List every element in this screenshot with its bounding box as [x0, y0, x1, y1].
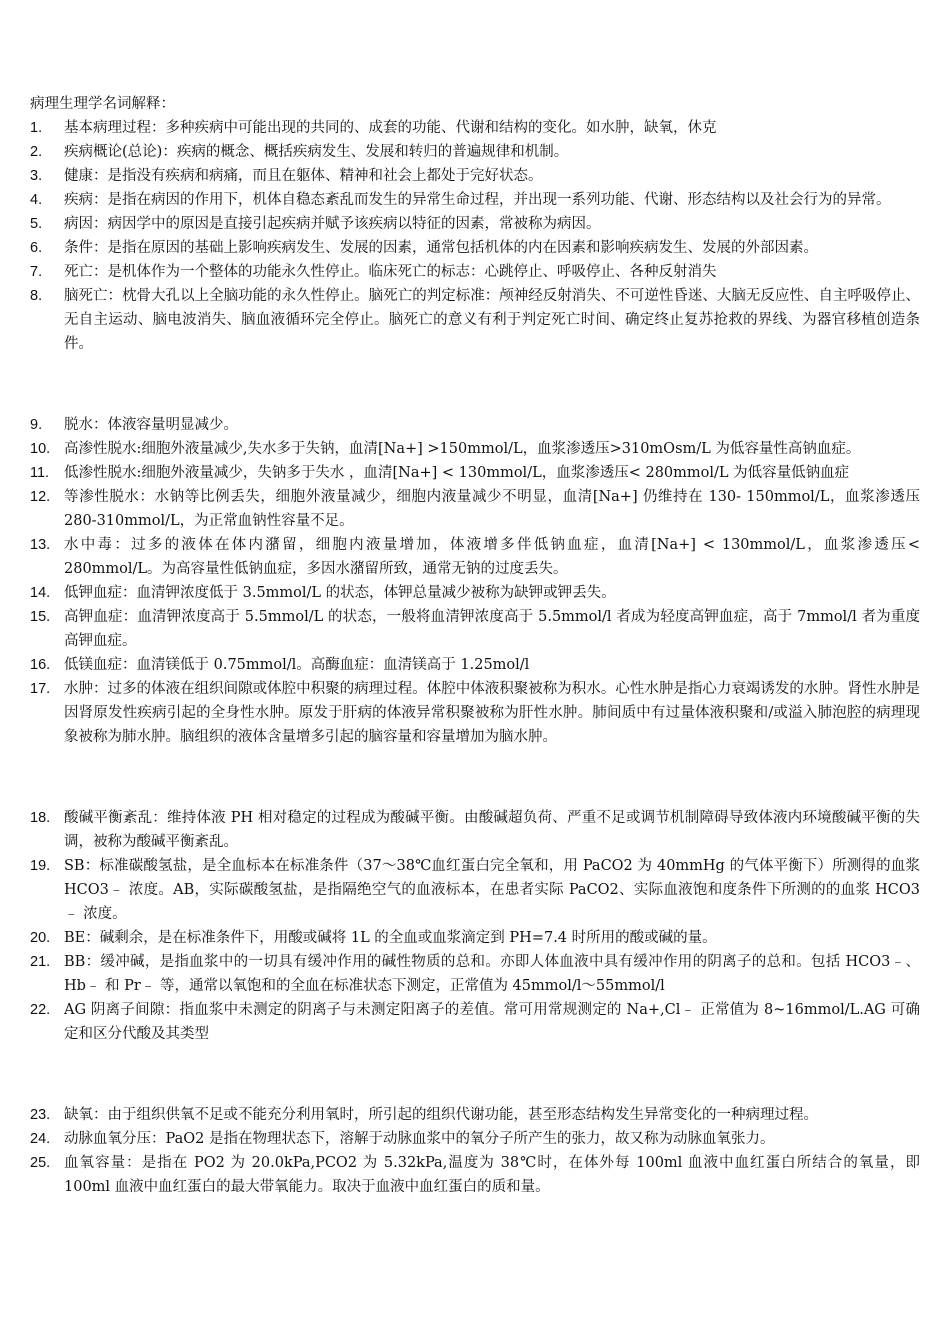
item-number: 8.: [30, 288, 43, 304]
item-text: SB：标准碳酸氢盐，是全血标本在标准条件（37～38℃血红蛋白完全氧和，用 PaCO2 为 40mmHg 的气体平衡下）所测得的血浆 HCO3﹣ 浓度。AB，实际碳酸氢盐，是指隔绝空气的血液标本，在患者实际 PaCO2、实际血液饱和度条件下所测的的血浆 HCO3﹣ 浓度。: [64, 858, 920, 922]
list-item: [30, 212, 920, 236]
list-item: [30, 677, 920, 749]
item-number: 2.: [30, 144, 43, 160]
item-text: 高钾血症：血清钾浓度高于 5.5mmol/L 的状态，一般将血清钾浓度高于 5.5mmol/l 者成为轻度高钾血症，高于 7mmol/l 者为重度高钾血症。: [64, 609, 920, 649]
list-item: [30, 188, 920, 212]
item-text: 动脉血氧分压：PaO2 是指在物理状态下，溶解于动脉血浆中的氧分子所产生的张力，故又称为动脉血氧张力。: [64, 1131, 775, 1147]
item-number: 3.: [30, 168, 43, 184]
section-gap: [30, 1046, 920, 1103]
item-number: 9.: [30, 417, 43, 433]
item-number: 6.: [30, 240, 43, 256]
item-text: BB：缓冲碱，是指血浆中的一切具有缓冲作用的碱性物质的总和。亦即人体血液中具有缓冲作用的阴离子的总和。包括 HCO3﹣、Hb﹣ 和 Pr﹣ 等，通常以氧饱和的全血在标准状态下测定，正常值为 45mmol/l～55mmol/l: [64, 954, 920, 994]
section-gap: [30, 749, 920, 806]
list-item: [30, 1151, 920, 1199]
document-title: 病理生理学名词解释：: [30, 96, 175, 112]
item-text: 缺氧：由于组织供氧不足或不能充分利用氧时，所引起的组织代谢功能，甚至形态结构发生异常变化的一种病理过程。: [64, 1107, 818, 1123]
item-text: 低镁血症：血清镁低于 0.75mmol/l。高酶血症：血清镁高于 1.25mol/l: [64, 657, 530, 673]
item-text: 疾病概论(总论)：疾病的概念、概括疾病发生、发展和转归的普遍规律和机制。: [64, 144, 569, 160]
item-number: 20.: [30, 930, 51, 946]
item-number: 7.: [30, 264, 43, 280]
list-item: [30, 260, 920, 284]
item-number: 16.: [30, 657, 51, 673]
item-number: 1.: [30, 120, 43, 136]
document-body: [30, 92, 920, 1199]
item-text: 死亡：是机体作为一个整体的功能永久性停止。临床死亡的标志：心跳停止、呼吸停止、各种反射消失: [64, 264, 717, 280]
item-number: 18.: [30, 810, 51, 826]
item-text: 健康：是指没有疾病和病痛，而且在躯体、精神和社会上都处于完好状态。: [64, 168, 543, 184]
item-number: 19.: [30, 858, 51, 874]
list-item: [30, 140, 920, 164]
item-number: 4.: [30, 192, 43, 208]
item-number: 10.: [30, 441, 51, 457]
item-text: AG 阴离子间隙：指血浆中未测定的阴离子与未测定阳离子的差值。常可用常规测定的 Na+,Cl﹣ 正常值为 8~16mmol/L.AG 可确定和区分代酸及其类型: [64, 1002, 920, 1042]
list-item: [30, 653, 920, 677]
list-item: [30, 164, 920, 188]
item-number: 14.: [30, 585, 51, 601]
item-text: BE：碱剩余，是在标准条件下，用酸或碱将 1L 的全血或血浆滴定到 PH=7.4 时所用的酸或碱的量。: [64, 930, 717, 946]
list-item: [30, 284, 920, 356]
item-text: 疾病：是指在病因的作用下，机体自稳态紊乱而发生的异常生命过程，并出现一系列功能、代谢、形态结构以及社会行为的异常。: [64, 192, 891, 208]
item-number: 25.: [30, 1155, 51, 1171]
list-item: [30, 854, 920, 926]
list-item: [30, 533, 920, 581]
item-text: 脑死亡：枕骨大孔以上全脑功能的永久性停止。脑死亡的判定标准：颅神经反射消失、不可逆性昏迷、大脑无反应性、自主呼吸停止、无自主运动、脑电波消失、脑血液循环完全停止。脑死亡的意义有利于判定死亡时间、确定终止复苏抢救的界线、为器官移植创造条件。: [64, 288, 920, 352]
list-item: [30, 806, 920, 854]
list-item: [30, 1103, 920, 1127]
list-item: [30, 236, 920, 260]
list-item: [30, 485, 920, 533]
item-number: 15.: [30, 609, 51, 625]
item-text: 脱水：体液容量明显减少。: [64, 417, 238, 433]
list-item: [30, 116, 920, 140]
item-text: 水中毒：过多的液体在体内潴留，细胞内液量增加，体液增多伴低钠血症，血清[Na+] < 130mmol/L，血浆渗透压< 280mmol/L。为高容量性低钠血症，多因水潴留所致，通常无钠的过度丢失。: [64, 537, 920, 577]
list-item: [30, 1127, 920, 1151]
item-number: 24.: [30, 1131, 51, 1147]
item-number: 12.: [30, 489, 51, 505]
list-item: [30, 461, 920, 485]
item-text: 血氧容量：是指在 PO2 为 20.0kPa,PCO2 为 5.32kPa,温度为 38℃时，在体外每 100ml 血液中血红蛋白所结合的氧量，即 100ml 血液中血红蛋白的最大带氧能力。取决于血液中血红蛋白的质和量。: [64, 1155, 920, 1195]
item-number: 13.: [30, 537, 51, 553]
list-item: [30, 926, 920, 950]
item-number: 5.: [30, 216, 43, 232]
list-item: [30, 605, 920, 653]
list-item: [30, 998, 920, 1046]
item-text: 病因：病因学中的原因是直接引起疾病并赋予该疾病以特征的因素，常被称为病因。: [64, 216, 601, 232]
item-number: 22.: [30, 1002, 51, 1018]
item-list: [30, 116, 920, 1199]
list-item: [30, 437, 920, 461]
item-text: 低钾血症：血清钾浓度低于 3.5mmol/L 的状态，体钾总量减少被称为缺钾或钾丢失。: [64, 585, 616, 601]
item-text: 条件：是指在原因的基础上影响疾病发生、发展的因素，通常包括机体的内在因素和影响疾病发生、发展的外部因素。: [64, 240, 818, 256]
item-number: 23.: [30, 1107, 51, 1123]
item-number: 11.: [30, 465, 50, 481]
item-number: 17.: [30, 681, 51, 697]
list-item: [30, 950, 920, 998]
list-item: [30, 413, 920, 437]
item-text: 基本病理过程：多种疾病中可能出现的共同的、成套的功能、代谢和结构的变化。如水肿，缺氧，休克: [64, 120, 717, 136]
item-text: 水肿：过多的体液在组织间隙或体腔中积聚的病理过程。体腔中体液积聚被称为积水。心性水肿是指心力衰竭诱发的水肿。肾性水肿是因肾原发性疾病引起的全身性水肿。原发于肝病的体液异常积聚被称为肝性水肿。肺间质中有过量体液积聚和/或溢入肺泡腔的病理现象被称为肺水肿。脑组织的液体含量增多引起的脑容量和容量增加为脑水肿。: [64, 681, 920, 745]
list-item: [30, 581, 920, 605]
section-gap: [30, 356, 920, 413]
item-text: 等渗性脱水：水钠等比例丢失，细胞外液量减少，细胞内液量减少不明显，血清[Na+] 仍维持在 130- 150mmol/L，血浆渗透压 280-310mmol/L，为正常血钠性容量不足。: [64, 489, 920, 529]
item-text: 酸碱平衡紊乱：维持体液 PH 相对稳定的过程成为酸碱平衡。由酸碱超负荷、严重不足或调节机制障碍导致体液内环境酸碱平衡的失调，被称为酸碱平衡紊乱。: [64, 810, 920, 850]
item-number: 21.: [30, 954, 51, 970]
item-text: 高渗性脱水:细胞外液量减少,失水多于失钠，血清[Na+] >150mmol/L，血浆渗透压>310mOsm/L 为低容量性高钠血症。: [64, 441, 861, 457]
item-text: 低渗性脱水:细胞外液量减少，失钠多于失水 ，血清[Na+] < 130mmol/L，血浆渗透压< 280mmol/L 为低容量低钠血症: [64, 465, 850, 481]
